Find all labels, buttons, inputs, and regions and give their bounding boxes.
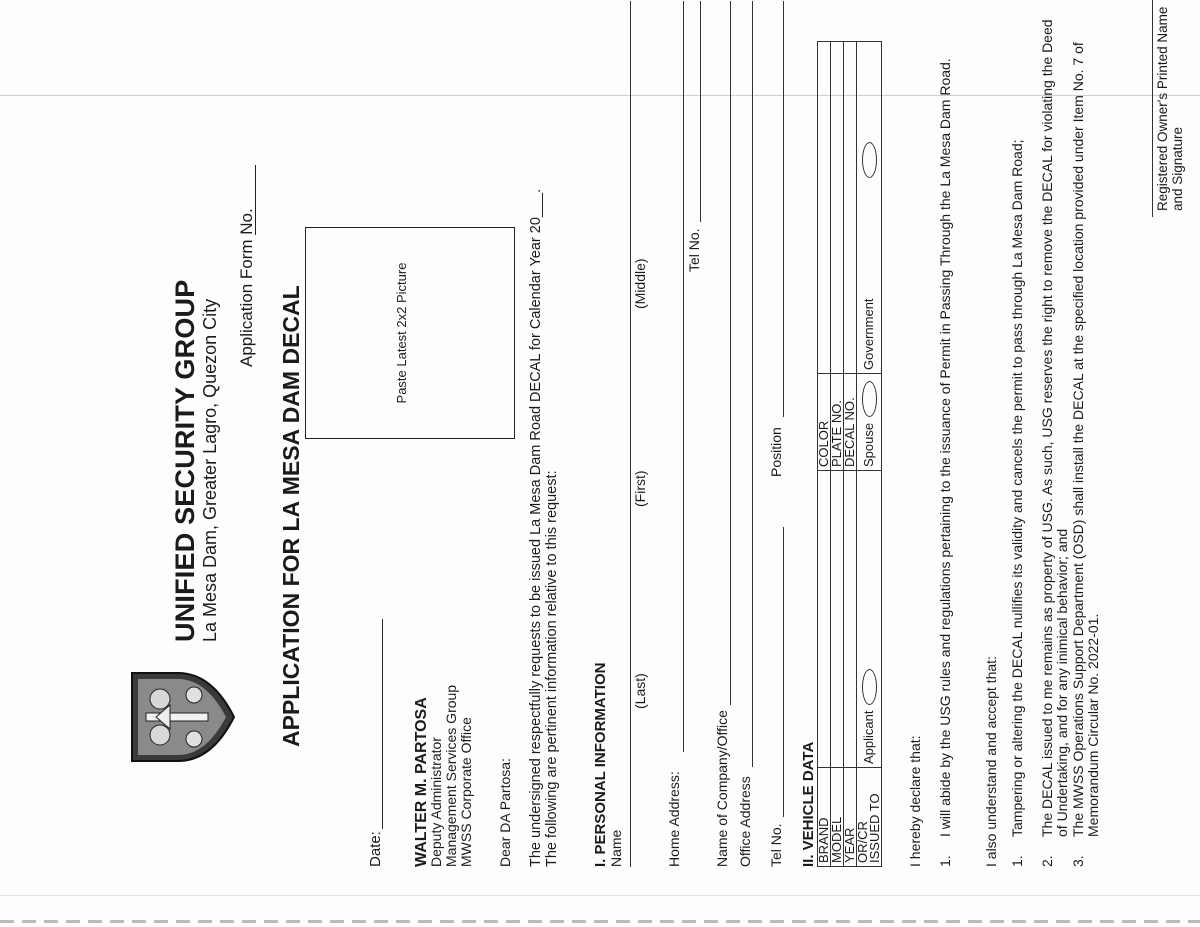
company-field[interactable] bbox=[730, 1, 731, 705]
issued-to-spouse[interactable] bbox=[857, 374, 882, 471]
salutation: Dear DA Partosa: bbox=[497, 758, 513, 867]
vehicle-label-color: COLOR bbox=[818, 374, 831, 471]
color-field[interactable] bbox=[818, 42, 831, 374]
addressee-line: MWSS Corporate Office bbox=[458, 717, 474, 867]
usg-shield-logo bbox=[126, 669, 238, 765]
application-form-no-field[interactable] bbox=[255, 165, 256, 235]
option-applicant: Applicant bbox=[860, 710, 876, 764]
photo-box-label: Paste Latest 2x2 Picture bbox=[394, 262, 409, 404]
company-label: Name of Company/Office bbox=[714, 710, 730, 867]
name-part-middle: (Middle) bbox=[632, 258, 648, 309]
issued-to-label: OR/CR ISSUED TO bbox=[857, 768, 882, 867]
issued-to-applicant[interactable] bbox=[857, 471, 882, 768]
intro-line: The following are pertinent information relative to this request: bbox=[544, 470, 560, 867]
home-address-label: Home Address: bbox=[666, 771, 682, 867]
declare-heading: I hereby declare that: bbox=[907, 735, 923, 867]
option-government: Government bbox=[860, 298, 876, 370]
table-row bbox=[857, 42, 882, 867]
vehicle-label-decal: DECAL NO. bbox=[844, 374, 857, 471]
intro-line: The undersigned respectfully requests to be issued La Mesa Dam Road DECAL for Calendar Year 20___. bbox=[528, 188, 544, 867]
government-oval[interactable] bbox=[862, 142, 877, 178]
table-row bbox=[844, 42, 857, 867]
date-label: Date: bbox=[367, 831, 384, 867]
decal-field[interactable] bbox=[844, 42, 857, 374]
name-part-last: (Last) bbox=[632, 673, 648, 709]
name-part-first: (First) bbox=[632, 470, 648, 507]
photo-box bbox=[305, 227, 515, 439]
signature-line[interactable] bbox=[1152, 0, 1153, 217]
office-tel-field[interactable] bbox=[783, 527, 784, 817]
spouse-oval[interactable] bbox=[862, 381, 877, 417]
home-address-field[interactable] bbox=[683, 1, 684, 752]
applicant-oval[interactable] bbox=[862, 669, 877, 705]
addressee-name: WALTER M. PARTOSA bbox=[413, 697, 430, 867]
home-tel-field[interactable] bbox=[700, 1, 701, 222]
vehicle-label-year: YEAR bbox=[844, 768, 857, 867]
option-spouse: Spouse bbox=[860, 422, 876, 467]
position-field[interactable] bbox=[783, 1, 784, 417]
vehicle-label-model: MODEL bbox=[831, 768, 844, 867]
org-address: La Mesa Dam, Greater Lagro, Quezon City bbox=[200, 298, 220, 642]
understand-item-text: Tampering or altering the DECAL nullifies its validity and cancels the permit to pass through La Mesa Dam Road; bbox=[1009, 139, 1025, 837]
addressee-block bbox=[414, 685, 474, 867]
personal-info-heading: I. PERSONAL INFORMATION bbox=[592, 662, 609, 867]
office-address-field[interactable] bbox=[752, 1, 753, 767]
understand-item-text: The MWSS Operations Support Department (OSD) shall install the DECAL at the specified location provided under Item No. 7 of Memorandum Circular No. 2022-01. bbox=[1070, 42, 1101, 837]
date-field[interactable] bbox=[382, 619, 383, 829]
brand-field[interactable] bbox=[818, 471, 831, 768]
model-field[interactable] bbox=[831, 471, 844, 768]
form-title: APPLICATION FOR LA MESA DAM DECAL bbox=[278, 285, 304, 747]
vehicle-data-heading: II. VEHICLE DATA bbox=[800, 741, 817, 867]
issued-to-government[interactable] bbox=[857, 42, 882, 374]
application-form-no-label: Application Form No. bbox=[237, 208, 256, 367]
plate-field[interactable] bbox=[831, 42, 844, 374]
understand-heading: I also understand and accept that: bbox=[983, 656, 999, 867]
addressee-line: Deputy Administrator bbox=[428, 737, 444, 867]
office-address-label: Office Address bbox=[737, 776, 753, 867]
understand-item-num: 1. bbox=[1009, 855, 1025, 867]
year-field[interactable] bbox=[844, 471, 857, 768]
org-name: UNIFIED SECURITY GROUP bbox=[170, 279, 200, 642]
position-label: Position bbox=[768, 427, 784, 477]
declare-item-text: I will abide by the USG rules and regulations pertaining to the issuance of Permit in Passing Through the La Mesa Dam Road. bbox=[937, 58, 953, 837]
signature-label: Registered Owner's Printed Name and Signature bbox=[1155, 6, 1185, 211]
declare-item-num: 1. bbox=[937, 855, 953, 867]
understand-item-num: 2. bbox=[1039, 855, 1055, 867]
home-tel-label: Tel No. bbox=[686, 228, 702, 272]
office-tel-label: Tel No. bbox=[768, 823, 784, 867]
addressee-line: Management Services Group bbox=[443, 684, 459, 867]
name-label: Name bbox=[608, 829, 624, 867]
vehicle-label-plate: PLATE NO. bbox=[831, 374, 844, 471]
understand-item-num: 3. bbox=[1070, 855, 1086, 867]
name-field[interactable] bbox=[630, 1, 631, 867]
vehicle-label-brand: BRAND bbox=[818, 768, 831, 867]
intro-paragraph bbox=[528, 7, 560, 867]
understand-item-text: The DECAL issued to me remains as property of USG. As such, USG reserves the right to remove the DECAL for violating the Deed of Undertaking, and for any inimical behavior; and bbox=[1039, 19, 1070, 837]
vehicle-data-table bbox=[817, 41, 882, 867]
